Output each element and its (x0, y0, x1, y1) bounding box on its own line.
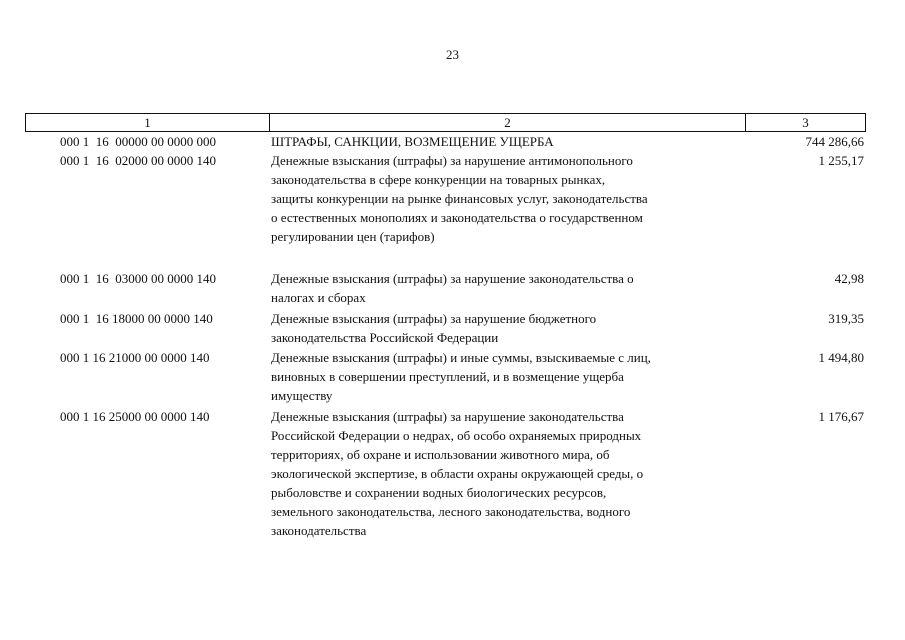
row-description (271, 348, 741, 405)
row-code: 000 1 16 21000 00 0000 140 (60, 350, 210, 365)
row-amount: 42,98 (834, 271, 864, 286)
header-cell-description: 2 (270, 114, 746, 131)
description-line: Денежные взыскания (штрафы) за нарушение законодательства (271, 409, 624, 424)
description-line: экологической экспертизе, в области охраны окружающей среды, о (271, 466, 644, 481)
row-code: 000 1 16 03000 00 0000 140 (60, 271, 216, 286)
table-header (25, 113, 866, 132)
page-number: 23 (446, 47, 459, 62)
description-line: о естественных монополиях и законодательства о государственном (271, 210, 643, 225)
row-description (271, 151, 741, 246)
row-amount: 1 176,67 (818, 409, 864, 424)
row-description (271, 407, 741, 540)
row-amount: 1 494,80 (818, 350, 864, 365)
row-description (271, 309, 741, 347)
description-line: рыболовстве и сохранении водных биологических ресурсов, (271, 485, 607, 500)
row-code: 000 1 16 25000 00 0000 140 (60, 409, 210, 424)
row-description (271, 132, 741, 151)
description-line: налогах и сборах (271, 290, 366, 305)
row-code: 000 1 16 18000 00 0000 140 (60, 311, 213, 326)
description-line: законодательства в сфере конкуренции на товарных рынках, (271, 172, 606, 187)
description-line: регулировании цен (тарифов) (271, 229, 435, 244)
description-line: Российской Федерации о недрах, об особо охраняемых природных (271, 428, 642, 443)
description-line: ШТРАФЫ, САНКЦИИ, ВОЗМЕЩЕНИЕ УЩЕРБА (271, 134, 554, 149)
description-line: Денежные взыскания (штрафы) за нарушение бюджетного (271, 311, 597, 326)
row-code: 000 1 16 02000 00 0000 140 (60, 153, 216, 168)
description-line: территориях, об охране и использовании животного мира, об (271, 447, 610, 462)
description-line: земельного законодательства, лесного законодательства, водного (271, 504, 631, 519)
description-line: Денежные взыскания (штрафы) и иные суммы, взыскиваемые с лиц, (271, 350, 651, 365)
row-amount: 1 255,17 (818, 153, 864, 168)
description-line: законодательства Российской Федерации (271, 330, 499, 345)
header-cell-amount: 3 (802, 115, 809, 130)
header-cell-code: 1 (26, 114, 270, 131)
row-code: 000 1 16 00000 00 0000 000 (60, 134, 216, 149)
row-amount: 319,35 (828, 311, 864, 326)
description-line: имуществу (271, 388, 333, 403)
description-line: защиты конкуренции на рынке финансовых услуг, законодательства (271, 191, 648, 206)
description-line: Денежные взыскания (штрафы) за нарушение антимонопольного (271, 153, 633, 168)
description-line: виновных в совершении преступлений, и в возмещение ущерба (271, 369, 624, 384)
description-line: Денежные взыскания (штрафы) за нарушение законодательства о (271, 271, 634, 286)
row-description (271, 269, 741, 307)
row-amount: 744 286,66 (805, 134, 864, 149)
description-line: законодательства (271, 523, 367, 538)
